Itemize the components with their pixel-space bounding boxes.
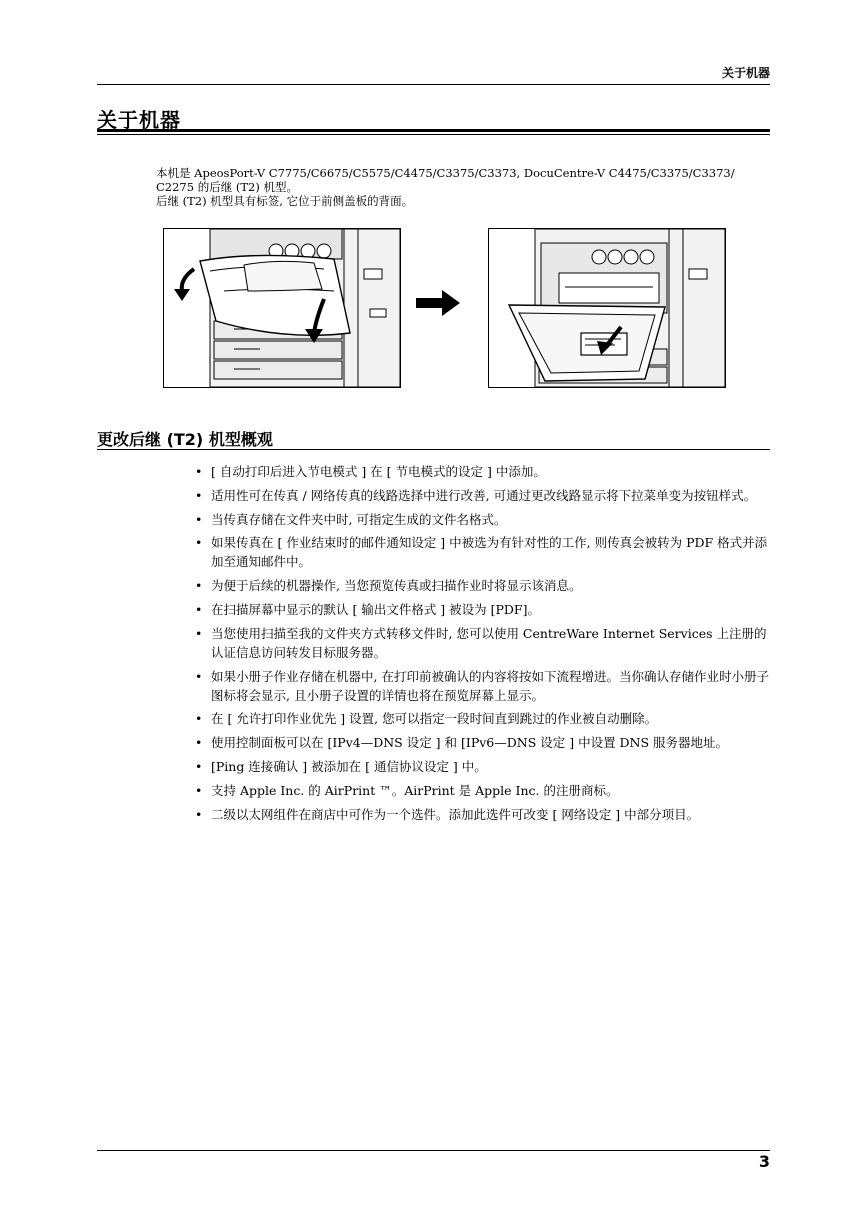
- bullet-icon: •: [195, 806, 203, 822]
- change-list: [193, 462, 775, 828]
- list-item: • 如果小册子作业存储在机器中, 在打印前被确认的内容将按如下流程增进。当你确认存储作业时小册子图标将会显示, 且小册子设置的详情也将在预览屏幕上显示。: [195, 668, 769, 703]
- list-item: • [ 自动打印后进入节电模式 ] 在 [ 节电模式的设定 ] 中添加。: [195, 464, 546, 479]
- page-number: 3: [758, 1152, 770, 1171]
- header-rule: [97, 84, 770, 85]
- bullet-icon: •: [195, 487, 203, 503]
- bullet-icon: •: [195, 711, 203, 727]
- running-header: 关于机器: [721, 66, 770, 80]
- title-rule: [97, 129, 770, 135]
- bullet-icon: •: [195, 511, 203, 527]
- page-title: 关于机器: [97, 108, 181, 132]
- footer-rule: [97, 1150, 770, 1151]
- printer-front-cover-closing-icon: [164, 229, 400, 387]
- list-item: • 为便于后续的机器操作, 当您预览传真或扫描作业时将显示该消息。: [195, 578, 582, 594]
- intro-paragraph: [156, 166, 776, 208]
- list-item: • 使用控制面板可以在 [IPv4—DNS 设定 ] 和 [IPv6—DNS 设定 ] 中设置 DNS 服务器地址。: [195, 735, 729, 751]
- list-item: • 在 [ 允许打印作业优先 ] 设置, 您可以指定一段时间直到跳过的作业被自动删除。: [195, 711, 658, 727]
- list-item: • 如果传真在 [ 作业结束时的邮件通知设定 ] 中被选为有针对性的工作, 则传真会被转为 PDF 格式并添加至通知邮件中。: [195, 535, 768, 570]
- bullet-icon: •: [195, 758, 203, 774]
- bullet-icon: •: [195, 625, 203, 641]
- printer-front-cover-open-figure: [488, 228, 726, 388]
- list-item: • 当您使用扫描至我的文件夹方式转移文件时, 您可以使用 CentreWare Internet Services 上注册的认证信息访问转发目标服务器。: [195, 625, 767, 660]
- right-arrow-icon: [416, 288, 462, 318]
- list-item: • 支持 Apple Inc. 的 AirPrint ™。AirPrint 是 Apple Inc. 的注册商标。: [195, 782, 619, 798]
- bullet-icon: •: [195, 735, 203, 751]
- printer-front-cover-closing-figure: [163, 228, 401, 388]
- bullet-icon: •: [195, 782, 203, 798]
- bullet-icon: •: [195, 578, 203, 594]
- bullet-icon: •: [195, 535, 203, 551]
- list-item: • 二级以太网组件在商店中可作为一个选件。添加此选件可改变 [ 网络设定 ] 中部分项目。: [195, 806, 700, 822]
- list-item: • 当传真存储在文件夹中时, 可指定生成的文件名格式。: [195, 511, 507, 527]
- section-title: 更改后继 (T2) 机型概观: [97, 430, 273, 449]
- list-item: • [Ping 连接确认 ] 被添加在 [ 通信协议设定 ] 中。: [195, 758, 487, 774]
- printer-front-cover-open-label-icon: [489, 229, 725, 387]
- intro-line-3: 后继 (T2) 机型具有标签, 它位于前侧盖板的背面。: [156, 194, 414, 208]
- list-item: • 适用性可在传真 / 网络传真的线路选择中进行改善, 可通过更改线路显示将下拉菜单变为按钮样式。: [195, 487, 757, 503]
- intro-line-2: C2275 的后继 (T2) 机型。: [156, 180, 298, 194]
- bullet-icon: •: [195, 601, 203, 617]
- bullet-icon: •: [195, 668, 203, 684]
- bullet-icon: •: [195, 464, 203, 479]
- list-item: • 在扫描屏幕中显示的默认 [ 输出文件格式 ] 被设为 [PDF]。: [195, 601, 540, 617]
- intro-line-1: 本机是 ApeosPort-V C7775/C6675/C5575/C4475/C3375/C3373, DocuCentre-V C4475/C3375/C3373/: [156, 166, 735, 180]
- section-rule: [97, 449, 770, 450]
